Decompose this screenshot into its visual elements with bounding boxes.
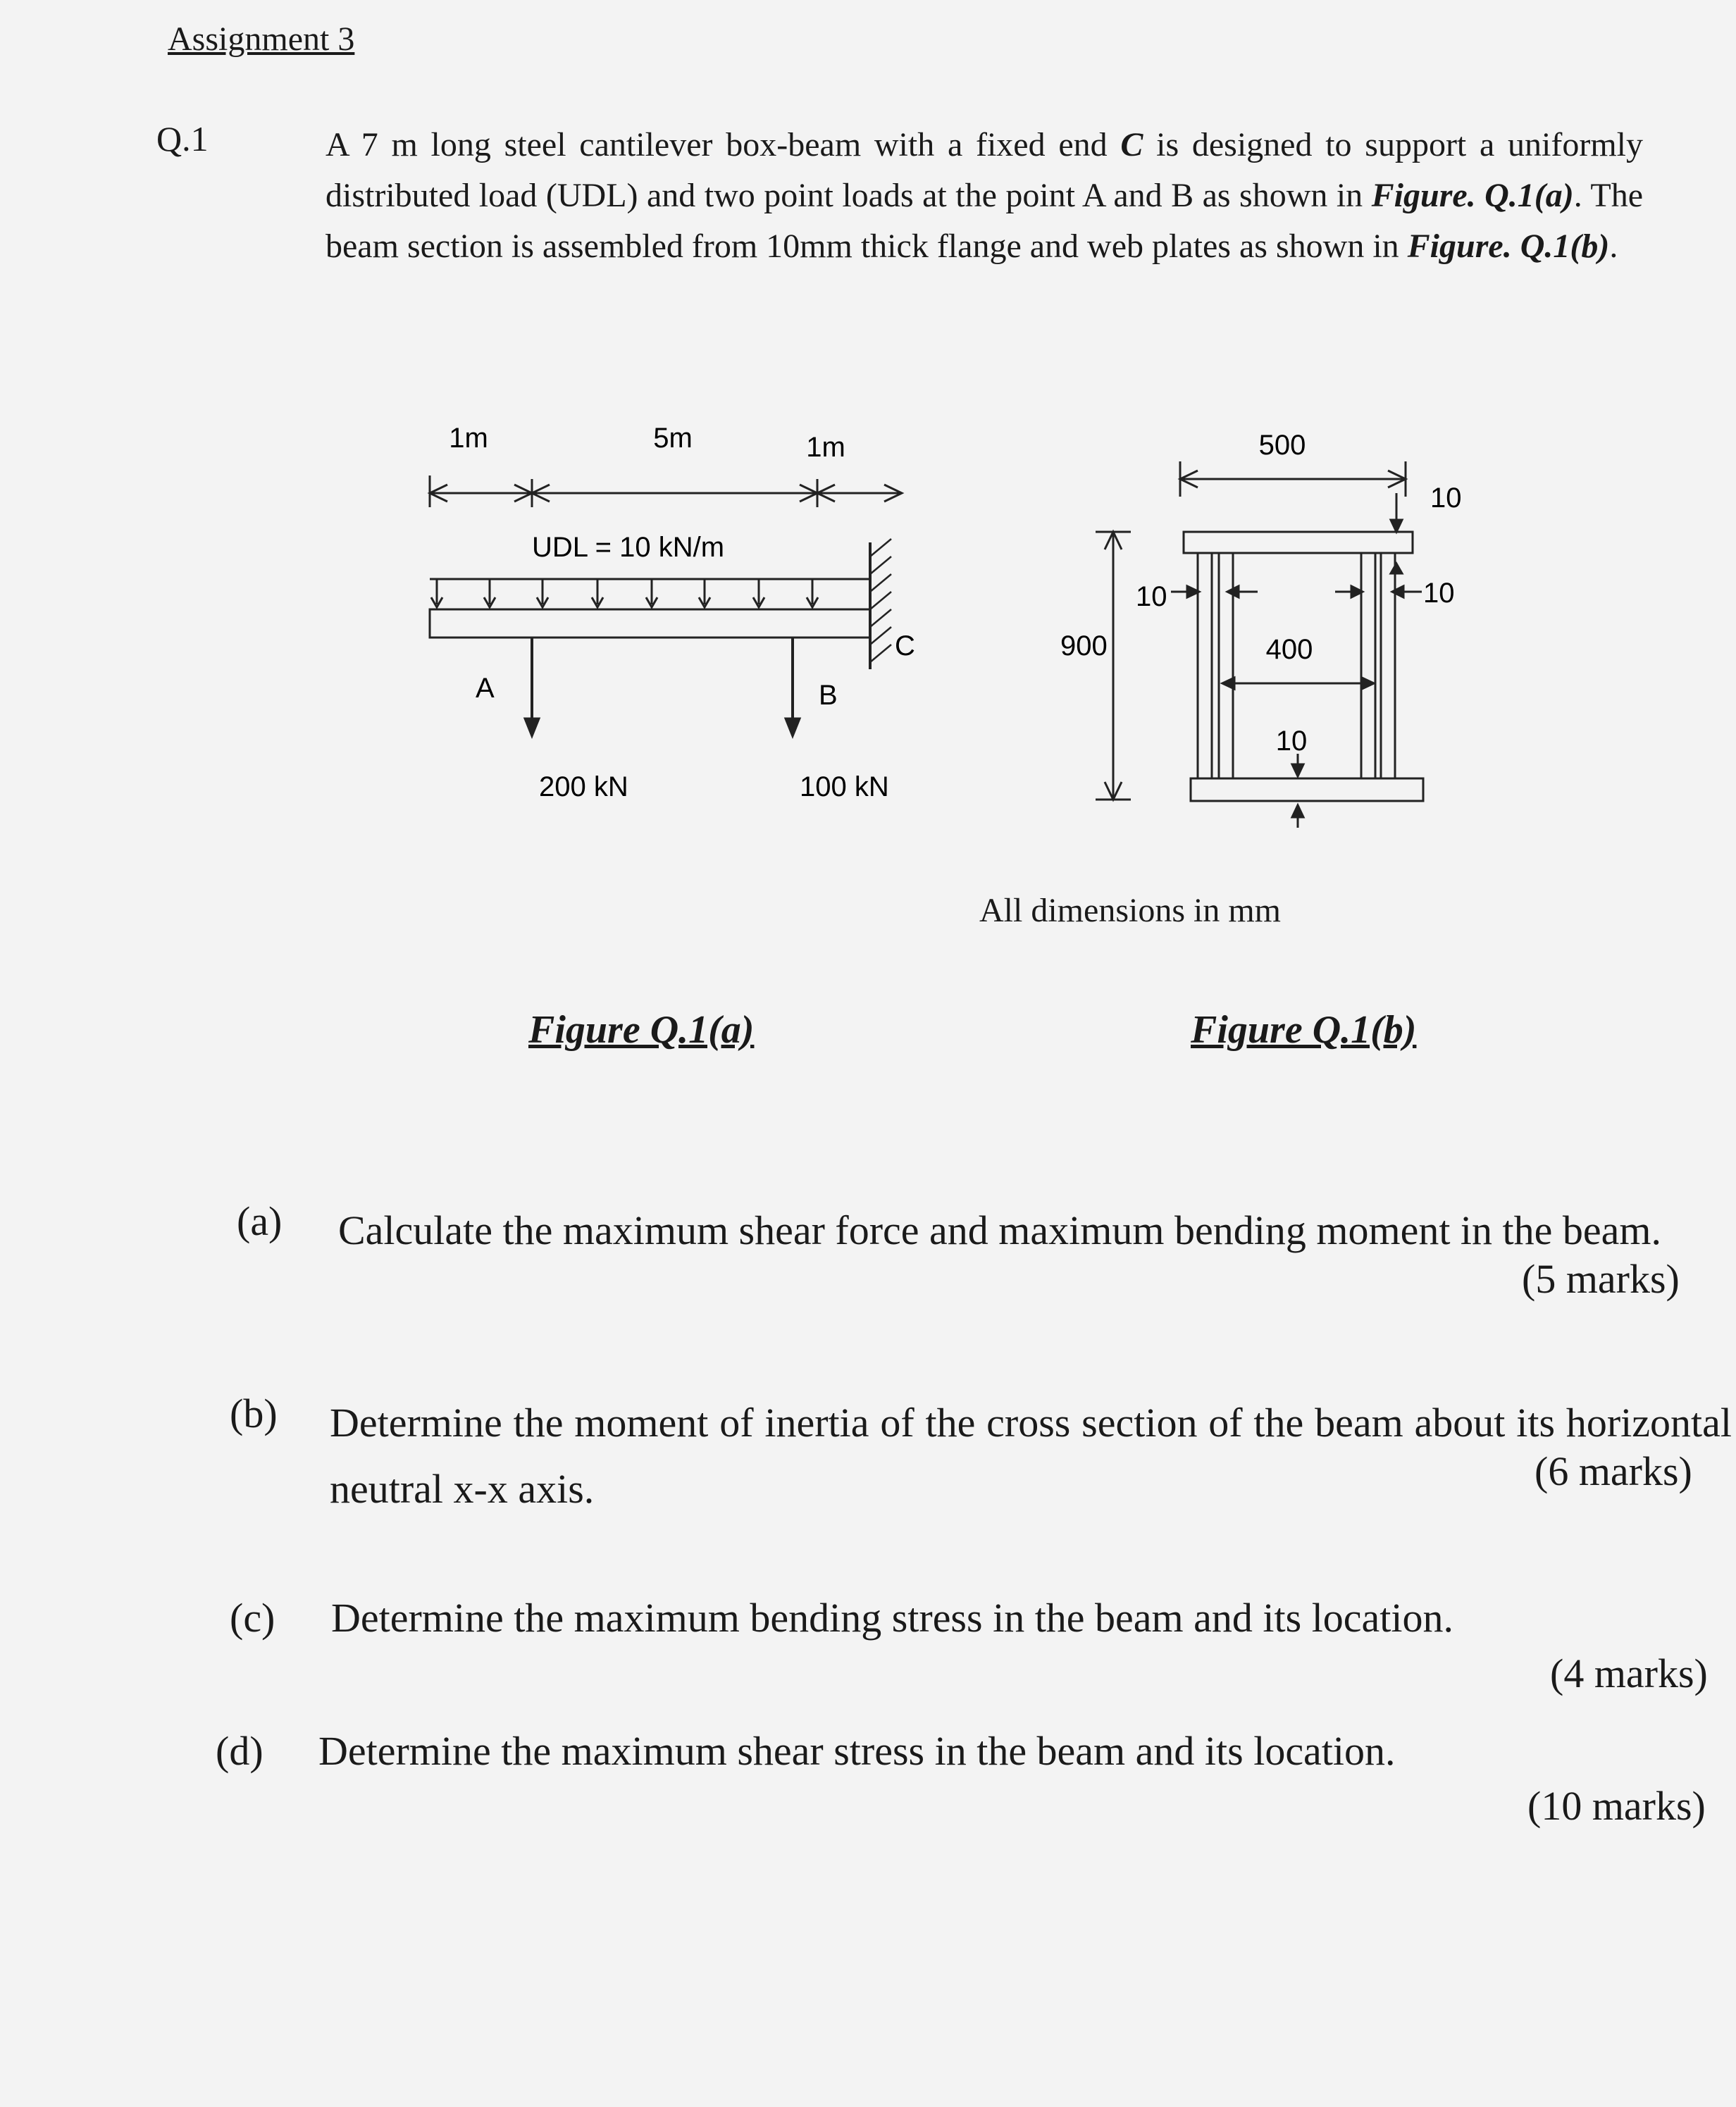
part-c-letter: (c) <box>230 1595 275 1641</box>
part-b-text: Determine the moment of inertia of the cross section of the beam about its horizontal neutral x-x axis. <box>330 1400 1732 1512</box>
point-b-label: B <box>819 680 838 711</box>
part-a-text: Calculate the maximum shear force and maximum bending moment in the beam. <box>338 1207 1662 1253</box>
top-flange-label: 10 <box>1430 483 1462 514</box>
point-a-label: A <box>476 673 495 704</box>
part-d-text: Determine the maximum shear stress in the beam and its location. <box>318 1728 1396 1774</box>
dim-right-label: 1m <box>806 432 845 463</box>
load-b-label: 100 kN <box>800 771 889 802</box>
beam <box>430 609 870 638</box>
height-label: 900 <box>1060 630 1108 661</box>
load-a-label: 200 kN <box>539 771 628 802</box>
figure-b-caption: Figure Q.1(b) <box>1191 1008 1417 1052</box>
part-b-letter: (b) <box>230 1391 278 1436</box>
question-number: Q.1 <box>156 119 209 159</box>
question-intro: A 7 m long steel cantilever box-beam with a fixed end C is designed to support a uniformly distributed load (UDL) and two point loads at the point A and B as shown in Figure. Q.1(a). The beam section is assembled from 10mm thick flange and web plates as shown in Figure. Q.1(b). <box>326 126 1644 265</box>
inner-label: 400 <box>1265 634 1313 665</box>
part-c-text: Determine the maximum bending stress in the beam and its location. <box>331 1595 1454 1641</box>
part-b-marks: (6 marks) <box>1534 1448 1692 1494</box>
bottom-flange <box>1191 778 1423 801</box>
part-a-letter: (a) <box>237 1198 283 1244</box>
web-right-label: 10 <box>1423 578 1455 609</box>
assignment-title: Assignment 3 <box>168 20 355 58</box>
web-left <box>1198 553 1212 778</box>
web-right <box>1381 553 1395 778</box>
wall-hatching <box>870 539 891 662</box>
part-a-marks: (5 marks) <box>1522 1256 1680 1302</box>
udl-label: UDL = 10 kN/m <box>532 532 725 563</box>
part-c-marks: (4 marks) <box>1550 1651 1708 1696</box>
figure-a-caption: Figure Q.1(a) <box>528 1008 755 1052</box>
width-label: 500 <box>1258 430 1306 461</box>
dim-left-label: 1m <box>449 423 488 454</box>
dim-mid-label: 5m <box>653 423 693 454</box>
dimensions-note: All dimensions in mm <box>979 892 1282 929</box>
figure-b-diagram <box>1015 416 1508 838</box>
web-left-label: 10 <box>1136 581 1167 612</box>
part-d-letter: (d) <box>216 1728 264 1774</box>
part-d-marks: (10 marks) <box>1527 1783 1706 1829</box>
point-c-label: C <box>895 630 915 661</box>
top-flange <box>1184 532 1413 553</box>
figure-a-diagram <box>409 416 944 831</box>
udl-arrows <box>431 579 818 607</box>
bottom-flange-label: 10 <box>1275 726 1308 757</box>
